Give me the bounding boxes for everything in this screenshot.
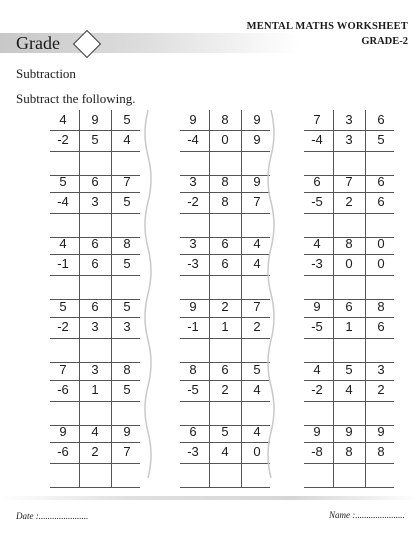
grid-column-line: [365, 234, 366, 300]
digit: -2: [57, 132, 69, 147]
digit: 6: [189, 424, 197, 439]
grid-column-line: [209, 422, 210, 488]
subtrahend-row: [180, 443, 270, 461]
digit: 9: [59, 424, 67, 439]
digit: 4: [253, 256, 261, 271]
digit: 2: [221, 382, 229, 397]
digit: 0: [377, 256, 385, 271]
digit: -6: [57, 444, 69, 459]
grid-column-line: [111, 234, 112, 300]
subtraction-problem: [50, 422, 140, 488]
grid-row-line: [50, 401, 140, 402]
grid-column-line: [365, 360, 366, 426]
digit: 7: [123, 174, 131, 189]
digit: 5: [345, 362, 353, 377]
minuend-row: [50, 423, 140, 441]
digit: 9: [189, 112, 197, 127]
digit: 4: [221, 444, 229, 459]
digit: 6: [313, 174, 321, 189]
grid-row-line: [50, 213, 140, 214]
digit: 1: [221, 319, 229, 334]
grid-row-line: [304, 338, 394, 339]
grid-row-line: [304, 380, 394, 381]
grid-column-line: [79, 110, 80, 176]
answer-row[interactable]: [50, 464, 140, 486]
answer-row[interactable]: [304, 276, 394, 298]
digit: 9: [313, 299, 321, 314]
grid-column-line: [365, 297, 366, 363]
grid-column-line: [365, 172, 366, 238]
minuend-row: [50, 235, 140, 253]
grid-row-line: [50, 254, 140, 255]
digit: 8: [221, 112, 229, 127]
grid-column-line: [365, 110, 366, 176]
digit: -6: [57, 382, 69, 397]
answer-row[interactable]: [50, 214, 140, 236]
digit: 3: [123, 319, 131, 334]
grid-row-line: [180, 275, 270, 276]
subtraction-problem: [180, 110, 270, 176]
digit: 8: [345, 236, 353, 251]
digit: 0: [345, 256, 353, 271]
grid-row-line: [180, 213, 270, 214]
grid-column-line: [79, 172, 80, 238]
digit: 2: [221, 299, 229, 314]
subtrahend-row: [50, 131, 140, 149]
subtrahend-row: [304, 131, 394, 149]
digit: 8: [221, 194, 229, 209]
subtrahend-row: [304, 193, 394, 211]
digit: 8: [377, 444, 385, 459]
answer-row[interactable]: [180, 152, 270, 174]
answer-row[interactable]: [180, 339, 270, 361]
subtrahend-row: [180, 193, 270, 211]
subtraction-problem: [50, 297, 140, 363]
grid-column-line: [209, 297, 210, 363]
digit: 9: [123, 424, 131, 439]
grid-row-line: [180, 317, 270, 318]
digit: -4: [187, 132, 199, 147]
answer-row[interactable]: [50, 402, 140, 424]
grid-row-line: [50, 338, 140, 339]
subtrahend-row: [180, 318, 270, 336]
digit: -8: [311, 444, 323, 459]
digit: -3: [187, 444, 199, 459]
grid-column-line: [241, 360, 242, 426]
digit: 0: [221, 132, 229, 147]
grid-column-line: [111, 172, 112, 238]
grid-column-line: [333, 172, 334, 238]
grid-column-line: [209, 360, 210, 426]
digit: 3: [91, 319, 99, 334]
subtraction-problem: [50, 360, 140, 426]
answer-row[interactable]: [304, 464, 394, 486]
digit: 4: [91, 424, 99, 439]
digit: 3: [91, 362, 99, 377]
minuend-row: [180, 298, 270, 316]
subtraction-problem: [180, 360, 270, 426]
digit: 4: [253, 236, 261, 251]
digit: 1: [345, 319, 353, 334]
digit: 5: [123, 194, 131, 209]
subtrahend-row: [50, 193, 140, 211]
grid-row-line: [180, 338, 270, 339]
digit: 5: [221, 424, 229, 439]
digit: 1: [91, 382, 99, 397]
grid-row-line: [304, 151, 394, 152]
digit: 6: [91, 299, 99, 314]
digit: 8: [221, 174, 229, 189]
digit: 5: [59, 299, 67, 314]
grid-row-line: [304, 130, 394, 131]
digit: 0: [253, 444, 261, 459]
grid-row-line: [180, 192, 270, 193]
wavy-divider-left: [141, 110, 155, 480]
digit: 5: [123, 299, 131, 314]
digit: 8: [377, 299, 385, 314]
digit: 3: [345, 132, 353, 147]
digit: 4: [59, 236, 67, 251]
digit: 7: [345, 174, 353, 189]
grid-row-line: [304, 275, 394, 276]
section-title: Subtraction: [16, 66, 76, 81]
digit: 0: [377, 236, 385, 251]
digit: 6: [345, 299, 353, 314]
grid-row-line: [50, 380, 140, 381]
date-field[interactable]: Date :......................: [16, 511, 89, 521]
subtraction-problem: [180, 172, 270, 238]
grid-column-line: [79, 360, 80, 426]
digit: 3: [377, 362, 385, 377]
minuend-row: [180, 423, 270, 441]
grid-row-line: [50, 442, 140, 443]
grid-row-line: [180, 487, 270, 488]
digit: 9: [253, 132, 261, 147]
digit: 5: [59, 174, 67, 189]
subtraction-problem: [50, 110, 140, 176]
minuend-row: [304, 361, 394, 379]
answer-row[interactable]: [304, 402, 394, 424]
grid-row-line: [50, 275, 140, 276]
digit: 6: [91, 256, 99, 271]
grid-column-line: [209, 234, 210, 300]
digit: 5: [123, 382, 131, 397]
grid-row-line: [180, 380, 270, 381]
answer-row[interactable]: [304, 214, 394, 236]
subtraction-problem: [304, 172, 394, 238]
digit: 9: [253, 174, 261, 189]
digit: 7: [253, 194, 261, 209]
grid-row-line: [180, 254, 270, 255]
minuend-row: [304, 423, 394, 441]
grid-row-line: [180, 401, 270, 402]
subtraction-problem: [180, 234, 270, 300]
digit: 3: [91, 194, 99, 209]
digit: 6: [221, 256, 229, 271]
grid-column-line: [209, 172, 210, 238]
grid-row-line: [50, 130, 140, 131]
grid-column-line: [333, 422, 334, 488]
grid-row-line: [304, 213, 394, 214]
digit: 7: [123, 444, 131, 459]
grid-column-line: [241, 422, 242, 488]
digit: 9: [377, 424, 385, 439]
subtraction-problem: [180, 422, 270, 488]
digit: 5: [123, 256, 131, 271]
subtrahend-row: [50, 443, 140, 461]
digit: -1: [187, 319, 199, 334]
digit: 8: [123, 362, 131, 377]
minuend-row: [50, 173, 140, 191]
grid-column-line: [241, 297, 242, 363]
digit: -4: [311, 132, 323, 147]
grid-row-line: [180, 151, 270, 152]
digit: 9: [91, 112, 99, 127]
digit: 6: [377, 174, 385, 189]
grid-column-line: [111, 297, 112, 363]
digit: 4: [253, 424, 261, 439]
grid-column-line: [241, 110, 242, 176]
subtraction-problem: [304, 234, 394, 300]
digit: -5: [311, 319, 323, 334]
grid-row-line: [50, 317, 140, 318]
digit: -4: [57, 194, 69, 209]
answer-row[interactable]: [50, 152, 140, 174]
digit: -3: [311, 256, 323, 271]
answer-row[interactable]: [180, 464, 270, 486]
minuend-row: [180, 111, 270, 129]
digit: 2: [345, 194, 353, 209]
subtrahend-row: [304, 255, 394, 273]
grid-row-line: [180, 442, 270, 443]
digit: 5: [123, 112, 131, 127]
grid-column-line: [241, 234, 242, 300]
answer-row[interactable]: [50, 276, 140, 298]
digit: 3: [345, 112, 353, 127]
grid-row-line: [304, 463, 394, 464]
grid-column-line: [111, 422, 112, 488]
minuend-row: [180, 361, 270, 379]
instruction-text: Subtract the following.: [16, 91, 136, 106]
grade-label: Grade: [16, 33, 60, 53]
digit: -1: [57, 256, 69, 271]
subtrahend-row: [50, 381, 140, 399]
subtrahend-row: [50, 255, 140, 273]
digit: 6: [91, 174, 99, 189]
subtrahend-row: [304, 381, 394, 399]
minuend-row: [180, 173, 270, 191]
digit: 7: [59, 362, 67, 377]
minuend-row: [50, 111, 140, 129]
subtrahend-row: [50, 318, 140, 336]
grid-column-line: [111, 360, 112, 426]
grid-column-line: [79, 297, 80, 363]
answer-row[interactable]: [180, 214, 270, 236]
digit: 4: [253, 382, 261, 397]
worksheet-grade: GRADE-2: [361, 36, 408, 47]
grid-row-line: [304, 487, 394, 488]
subtrahend-row: [180, 255, 270, 273]
digit: 6: [91, 236, 99, 251]
subtrahend-row: [304, 443, 394, 461]
name-field[interactable]: Name :......................: [329, 510, 405, 520]
digit: 9: [345, 424, 353, 439]
digit: -2: [311, 382, 323, 397]
digit: 4: [345, 382, 353, 397]
subtraction-problem: [180, 297, 270, 363]
digit: 8: [123, 236, 131, 251]
digit: 4: [313, 236, 321, 251]
digit: -3: [187, 256, 199, 271]
digit: 2: [377, 382, 385, 397]
digit: 8: [189, 362, 197, 377]
digit: -5: [187, 382, 199, 397]
grid-row-line: [50, 463, 140, 464]
digit: 7: [253, 299, 261, 314]
digit: 5: [377, 132, 385, 147]
grid-column-line: [209, 110, 210, 176]
digit: 4: [59, 112, 67, 127]
digit: 6: [377, 194, 385, 209]
grid-row-line: [180, 463, 270, 464]
minuend-row: [180, 235, 270, 253]
digit: 9: [189, 299, 197, 314]
digit: 9: [253, 112, 261, 127]
minuend-row: [304, 173, 394, 191]
digit: -2: [57, 319, 69, 334]
grid-column-line: [333, 110, 334, 176]
digit: 6: [377, 112, 385, 127]
digit: -2: [187, 194, 199, 209]
answer-row[interactable]: [180, 402, 270, 424]
digit: 8: [345, 444, 353, 459]
subtraction-problem: [304, 110, 394, 176]
answer-row[interactable]: [304, 152, 394, 174]
grid-column-line: [241, 172, 242, 238]
wavy-divider-right: [264, 110, 278, 480]
grid-row-line: [304, 442, 394, 443]
subtraction-problem: [304, 297, 394, 363]
digit: -5: [311, 194, 323, 209]
grid-row-line: [304, 192, 394, 193]
minuend-row: [50, 361, 140, 379]
digit: 4: [123, 132, 131, 147]
footer-divider: [0, 496, 420, 500]
subtrahend-row: [304, 318, 394, 336]
grid-row-line: [50, 151, 140, 152]
grid-column-line: [333, 234, 334, 300]
grid-row-line: [180, 130, 270, 131]
subtraction-problem: [304, 422, 394, 488]
digit: 5: [253, 362, 261, 377]
grid-column-line: [365, 422, 366, 488]
grid-row-line: [50, 487, 140, 488]
answer-row[interactable]: [180, 276, 270, 298]
answer-row[interactable]: [50, 339, 140, 361]
digit: 6: [221, 236, 229, 251]
digit: 5: [91, 132, 99, 147]
digit: 9: [313, 424, 321, 439]
grid-row-line: [50, 192, 140, 193]
grid-row-line: [304, 401, 394, 402]
worksheet-title: MENTAL MATHS WORKSHEET: [246, 21, 408, 32]
digit: 3: [189, 236, 197, 251]
grid-row-line: [304, 317, 394, 318]
grid-column-line: [79, 422, 80, 488]
grid-column-line: [79, 234, 80, 300]
digit: 4: [313, 362, 321, 377]
digit: 3: [189, 174, 197, 189]
subtraction-problem: [50, 172, 140, 238]
grid-column-line: [111, 110, 112, 176]
grid-row-line: [304, 254, 394, 255]
grid-column-line: [333, 360, 334, 426]
subtrahend-row: [180, 381, 270, 399]
subtraction-problem: [50, 234, 140, 300]
grid-column-line: [333, 297, 334, 363]
digit: 7: [313, 112, 321, 127]
subtraction-problem: [304, 360, 394, 426]
minuend-row: [50, 298, 140, 316]
digit: 6: [377, 319, 385, 334]
digit: 2: [91, 444, 99, 459]
answer-row[interactable]: [304, 339, 394, 361]
minuend-row: [304, 235, 394, 253]
minuend-row: [304, 298, 394, 316]
digit: 6: [221, 362, 229, 377]
subtrahend-row: [180, 131, 270, 149]
digit: 2: [253, 319, 261, 334]
minuend-row: [304, 111, 394, 129]
